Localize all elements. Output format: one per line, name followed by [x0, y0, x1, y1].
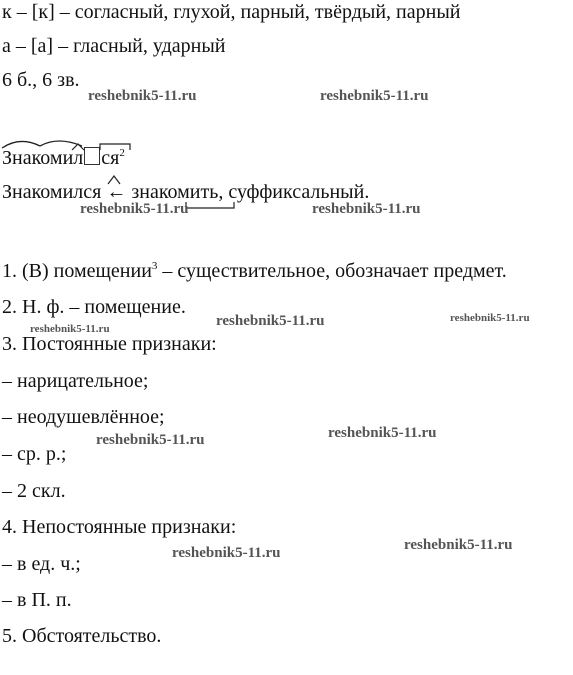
parse-line-5: – неодушевлённое; [2, 406, 165, 428]
watermark: reshebnik5-11.ru [96, 432, 205, 448]
watermark: reshebnik5-11.ru [312, 201, 421, 217]
word-formation: Знакомился ← знакомить, суффиксальный. [2, 181, 370, 203]
base-bracket [186, 202, 234, 208]
watermark: reshebnik5-11.ru [30, 323, 110, 335]
watermark: reshebnik5-11.ru [80, 201, 189, 217]
morpheme-marks [0, 134, 140, 154]
watermark: reshebnik5-11.ru [216, 313, 325, 329]
watermark: reshebnik5-11.ru [328, 425, 437, 441]
parse-line-7: – 2 скл. [2, 480, 66, 502]
parse-line-6: – ср. р.; [2, 443, 67, 465]
suffix-mark-derived [108, 176, 120, 184]
postfix: ся [101, 147, 120, 169]
watermark: reshebnik5-11.ru [172, 545, 281, 561]
parse-line-11: 5. Обстоятельство. [2, 625, 162, 647]
watermark: reshebnik5-11.ru [88, 88, 197, 104]
root-arc [2, 141, 40, 148]
watermark: reshebnik5-11.ru [404, 537, 513, 553]
parse-line-1-sup: 3 [151, 260, 158, 272]
phonetic-line-a: а – [а] – гласный, ударный [2, 35, 226, 57]
parse-line-9: – в ед. ч.; [2, 553, 81, 575]
parse-line-1-text: 1. (В) помещении [2, 260, 152, 282]
parse-line-1 [2, 259, 507, 283]
parse-line-3: 3. Постоянные признаки: [2, 333, 217, 355]
root-arc-2 [40, 141, 82, 146]
parse-line-1-tail: – существительное, обозначает предмет. [157, 260, 507, 282]
watermark: reshebnik5-11.ru [320, 88, 429, 104]
parse-line-4: – нарицательное; [2, 370, 149, 392]
parse-line-8: 4. Непостоянные признаки: [2, 516, 237, 538]
watermark: reshebnik5-11.ru [450, 312, 530, 324]
word-stem: Знакомил [2, 147, 84, 169]
parse-line-2: 2. Н. ф. – помещение. [2, 296, 186, 318]
phonetic-line-k: к – [к] – согласный, глухой, парный, твёрдый, парный [2, 1, 461, 23]
task-number: 2 [119, 147, 125, 159]
parse-line-10: – в П. п. [2, 589, 72, 611]
letters-sounds-count: 6 б., 6 зв. [2, 69, 80, 91]
postfix-mark [100, 144, 130, 150]
